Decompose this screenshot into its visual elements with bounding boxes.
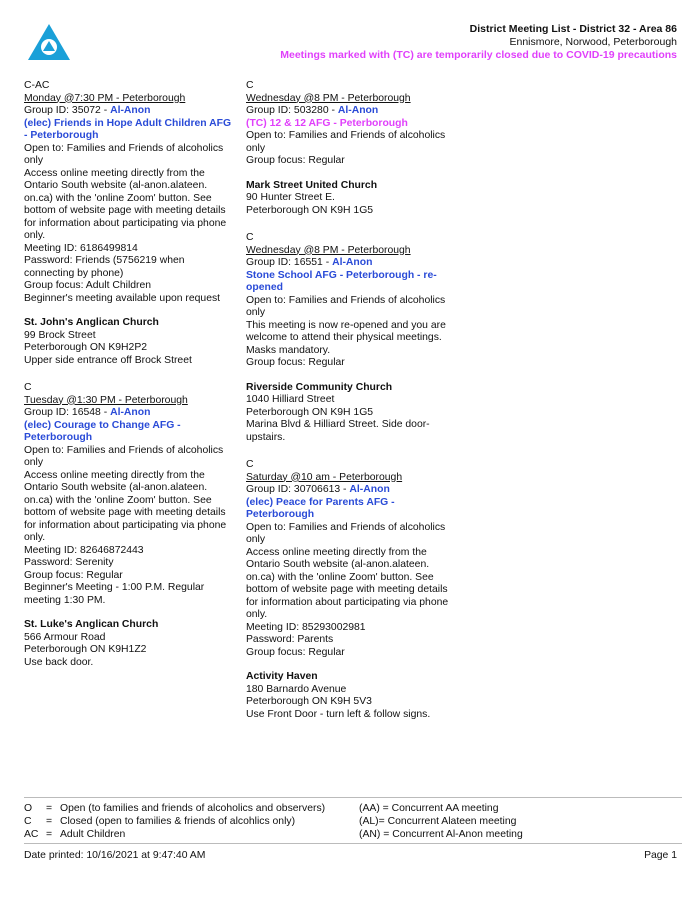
- meeting-column-left: [24, 80, 236, 684]
- meeting-day-time: Saturday @10 am - Peterborough: [246, 471, 403, 483]
- meeting-detail: Meeting ID: 82646872443: [24, 544, 144, 556]
- legend-row: (AL)= Concurrent Alateen meeting: [359, 816, 517, 827]
- location-address-line: 566 Armour Road: [24, 631, 106, 643]
- meeting-day-time: Wednesday @8 PM - Peterborough: [246, 244, 411, 256]
- meeting-detail: This meeting is now re-opened and you are welcome to attend their physical meetings. Masks mandatory.: [246, 319, 446, 356]
- legend-row: [24, 828, 325, 841]
- page-number: Page 1: [644, 850, 677, 861]
- fellowship-label: Al-Anon: [110, 407, 151, 418]
- legend-equals: =: [46, 803, 53, 814]
- legend-concurrent: [359, 802, 523, 841]
- meeting-code: C: [24, 382, 32, 393]
- location-address-line: Peterborough ON K9H1Z2: [24, 644, 147, 655]
- fellowship-label: Al-Anon: [337, 105, 379, 116]
- location-address-line: Use Front Door - turn left & follow signs.: [246, 708, 431, 720]
- group-id-line: [246, 105, 458, 118]
- page-header: [280, 23, 677, 62]
- meeting-entry: [246, 459, 458, 721]
- meeting-code: C: [246, 80, 254, 91]
- legend-equals: =: [46, 816, 53, 827]
- meeting-detail: Open to: Families and Friends of alcoholics only: [246, 294, 446, 318]
- location-address-line: Marina Blvd & Hilliard Street. Side door- upstairs.: [246, 419, 430, 443]
- meeting-detail: Open to: Families and Friends of alcoholics only: [24, 142, 224, 166]
- group-name: (elec) Friends in Hope Adult Children AFG - Peterborough: [24, 117, 232, 141]
- location-address-line: Peterborough ON K9H 1G5: [246, 406, 374, 418]
- location-name: Mark Street United Church: [246, 179, 378, 191]
- location-address-line: Use back door.: [24, 656, 94, 668]
- legend-codes: [24, 802, 325, 841]
- meeting-location: [246, 180, 458, 218]
- meeting-detail: Group focus: Adult Children: [24, 280, 152, 291]
- meeting-location: [24, 317, 236, 367]
- meeting-entry: [246, 80, 458, 217]
- meeting-detail: Beginner's meeting available upon request: [24, 292, 221, 304]
- meeting-detail: Open to: Families and Friends of alcoholics only: [246, 130, 446, 154]
- meeting-entry: [24, 80, 236, 367]
- meeting-detail: Meeting ID: 6186499814: [24, 242, 138, 254]
- legend-row: (AA) = Concurrent AA meeting: [359, 803, 499, 814]
- meeting-detail: Access online meeting directly from the Ontario South website (al-anon.alateen. on.ca) with the 'online Zoom' button. See bottom of website page with meeting details for information about participating via phone only.: [246, 546, 449, 620]
- location-name: Activity Haven: [246, 671, 318, 682]
- al-anon-triangle-logo: [26, 22, 72, 62]
- fellowship-label: Al-Anon: [110, 105, 151, 116]
- location-address-line: Peterborough ON K9H 5V3: [246, 696, 372, 707]
- meeting-entry: [24, 382, 236, 669]
- legend-key: O: [24, 803, 33, 814]
- location-address-line: Upper side entrance off Brock Street: [24, 354, 192, 366]
- location-address-line: Peterborough ON K9H2P2: [24, 342, 148, 353]
- group-id: Group ID: 35072 -: [24, 105, 111, 116]
- meeting-day-time: Wednesday @8 PM - Peterborough: [246, 92, 411, 104]
- meeting-column-right: [246, 80, 458, 736]
- meeting-location: [246, 382, 458, 445]
- fellowship-label: Al-Anon: [332, 257, 373, 268]
- meeting-detail: Access online meeting directly from the Ontario South website (al-anon.alateen. on.ca) with the 'online Zoom' button. See bottom of website page with meeting details for information about participating via phone only.: [24, 167, 227, 241]
- group-name: (elec) Courage to Change AFG - Peterborough: [24, 419, 181, 443]
- meeting-day-time: Monday @7:30 PM - Peterborough: [24, 92, 186, 104]
- group-id-line: [24, 105, 236, 118]
- meeting-code: C: [246, 459, 254, 470]
- footer-divider: [24, 843, 682, 844]
- group-name: (elec) Peace for Parents AFG - Peterborough: [246, 496, 395, 520]
- meeting-day-time: Tuesday @1:30 PM - Peterborough: [24, 394, 188, 406]
- legend-text: Adult Children: [60, 829, 126, 840]
- location-address-line: 1040 Hilliard Street: [246, 394, 335, 405]
- group-id: Group ID: 16548 -: [24, 407, 111, 418]
- date-printed: Date printed: 10/16/2021 at 9:47:40 AM: [24, 850, 206, 861]
- meeting-detail: Group focus: Regular: [24, 569, 123, 581]
- meeting-detail: Group focus: Regular: [246, 357, 345, 368]
- legend-key: AC: [24, 829, 39, 840]
- group-id: Group ID: 30706613 -: [246, 484, 350, 495]
- meeting-detail: Password: Parents: [246, 634, 334, 645]
- meeting-detail: Access online meeting directly from the Ontario South website (al-anon.alateen. on.ca) with the 'online Zoom' button. See bottom of website page with meeting details for information about participating via phone only.: [24, 469, 227, 543]
- group-id: Group ID: 16551 -: [246, 257, 333, 268]
- legend-text: Closed (open to families & friends of alcohlics only): [60, 816, 296, 827]
- group-id: Group ID: 503280 -: [246, 105, 338, 116]
- group-id-line: [246, 484, 458, 497]
- meeting-detail: Group focus: Regular: [246, 155, 345, 166]
- location-address-line: 99 Brock Street: [24, 329, 96, 341]
- document-subtitle: Ennismore, Norwood, Peterborough: [509, 36, 677, 48]
- legend-equals: =: [46, 829, 53, 840]
- group-id-line: [246, 257, 458, 270]
- meeting-detail: Group focus: Regular: [246, 646, 345, 658]
- location-name: St. Luke's Anglican Church: [24, 619, 159, 630]
- location-address-line: 180 Barnardo Avenue: [246, 683, 347, 695]
- meeting-entry: [246, 232, 458, 444]
- group-name: Stone School AFG - Peterborough - re-opened: [246, 269, 437, 293]
- location-name: St. John's Anglican Church: [24, 317, 159, 328]
- legend-divider: [24, 797, 682, 798]
- meeting-location: [246, 671, 458, 721]
- location-address-line: Peterborough ON K9H 1G5: [246, 204, 374, 216]
- legend-key: C: [24, 816, 32, 827]
- document-title: District Meeting List - District 32 - Area 86: [469, 23, 677, 35]
- legend-text: Open (to families and friends of alcoholics and observers): [60, 803, 326, 814]
- meeting-detail: Meeting ID: 85293002981: [246, 621, 366, 633]
- meeting-detail: Password: Serenity: [24, 557, 114, 568]
- covid-notice: Meetings marked with (TC) are temporarily closed due to COVID-19 precautions: [280, 49, 677, 61]
- fellowship-label: Al-Anon: [349, 484, 390, 495]
- meeting-detail: Password: Friends (5756219 when connecting by phone): [24, 255, 185, 279]
- legend-row: (AN) = Concurrent Al-Anon meeting: [359, 829, 523, 840]
- meeting-code: C-AC: [24, 80, 50, 91]
- meeting-code: C: [246, 232, 254, 243]
- group-id-line: [24, 407, 236, 420]
- group-name: (TC) 12 & 12 AFG - Peterborough: [246, 117, 408, 129]
- meeting-detail: Open to: Families and Friends of alcoholics only: [246, 521, 446, 545]
- meeting-detail: Beginner's Meeting - 1:00 P.M. Regular meeting 1:30 PM.: [24, 582, 205, 606]
- legend-row: [24, 815, 325, 828]
- location-name: Riverside Community Church: [246, 381, 393, 393]
- meeting-detail: Open to: Families and Friends of alcoholics only: [24, 444, 224, 468]
- legend-row: [24, 802, 325, 815]
- meeting-location: [24, 619, 236, 669]
- location-address-line: 90 Hunter Street E.: [246, 192, 335, 203]
